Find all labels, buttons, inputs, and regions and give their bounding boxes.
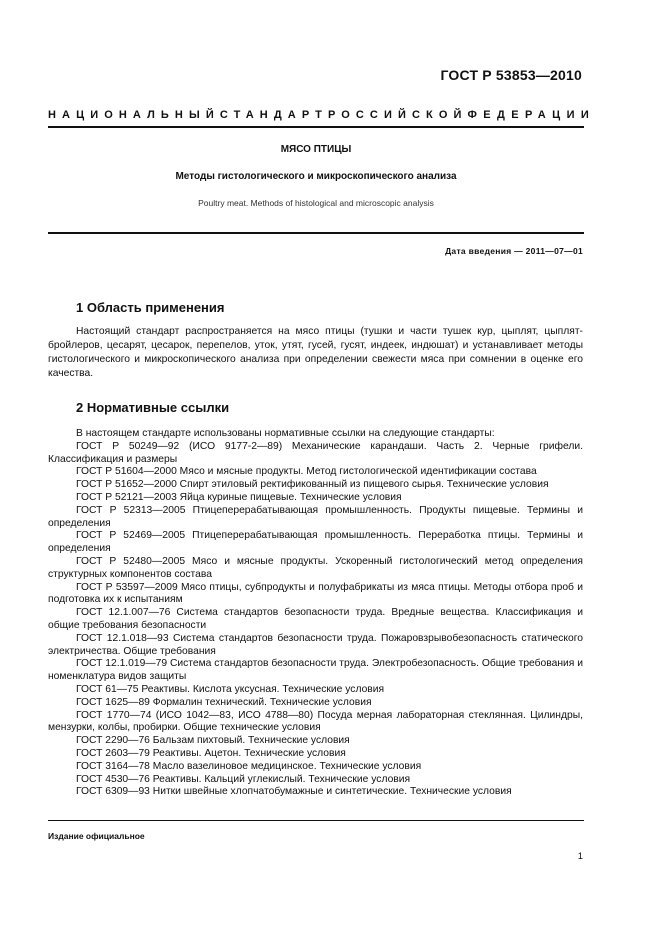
header-rule-top <box>48 126 584 128</box>
page-number: 1 <box>577 851 583 862</box>
document-subtitle: Методы гистологического и микроскопического анализа <box>175 171 457 182</box>
national-standard-banner <box>48 109 596 121</box>
banner-word: РОССИЙСКОЙ <box>327 109 468 121</box>
list-item: ГОСТ 6309—93 Нитки швейные хлопчатобумажные и синтетические. Технические условия <box>76 786 512 798</box>
document-title: МЯСО ПТИЦЫ <box>280 144 352 155</box>
list-item: ГОСТ Р 51604—2000 Мясо и мясные продукты. Метод гистологической идентификации состава <box>76 466 537 478</box>
list-item: ГОСТ 12.1.019—79 Система стандартов безопасности труда. Электробезопасность. Общие требования и номенклатура видов защиты <box>48 658 583 683</box>
section-1-heading: 1 Область применения <box>76 300 225 315</box>
official-edition-label: Издание официальное <box>48 831 145 841</box>
english-title: Poultry meat. Methods of histological and microscopic analysis <box>198 198 434 208</box>
normative-references-list <box>48 428 583 799</box>
list-item: ГОСТ 4530—76 Реактивы. Кальций углекислый. Технические условия <box>76 773 411 785</box>
list-item: ГОСТ Р 52313—2005 Птицеперерабатывающая промышленность. Продукты пищевые. Термины и определения <box>48 504 583 529</box>
list-item: ГОСТ Р 53597—2009 Мясо птицы, субпродукты и полуфабрикаты из мяса птицы. Методы отбора проб и подготовка их к испытаниям <box>48 581 583 606</box>
list-item: ГОСТ 1770—74 (ИСО 1042—83, ИСО 4788—80) Посуда мерная лабораторная стеклянная. Цилиндры, мензурки, колбы, пробирки. Общие технические условия <box>48 709 583 734</box>
list-item: ГОСТ Р 51652—2000 Спирт этиловый ректификованный из пищевого сырья. Технические условия <box>76 479 549 491</box>
list-item: В настоящем стандарте использованы нормативные ссылки на следующие стандарты: <box>76 428 495 439</box>
list-item: ГОСТ 1625—89 Формалин технический. Технические условия <box>76 696 372 708</box>
list-item: ГОСТ Р 52480—2005 Мясо и мясные продукты. Ускоренный гистологический метод определения структурных компонентов состава <box>48 555 583 580</box>
banner-word: СТАНДАРТ <box>219 109 328 121</box>
list-item: ГОСТ 2603—79 Реактивы. Ацетон. Технические условия <box>76 747 346 759</box>
list-item: ГОСТ 61—75 Реактивы. Кислота уксусная. Технические условия <box>76 683 385 695</box>
list-item: ГОСТ Р 50249—92 (ИСО 9177-2—89) Механические карандаши. Часть 2. Черные грифели. Классификация и размеры <box>48 440 583 465</box>
document-number: ГОСТ Р 53853—2010 <box>440 67 582 83</box>
list-item: ГОСТ 12.1.007—76 Система стандартов безопасности труда. Вредные вещества. Классификация и общие требования безопасности <box>48 607 583 631</box>
section-2-heading: 2 Нормативные ссылки <box>76 400 230 415</box>
section-1-text: Настоящий стандарт распространяется на мясо птицы (тушки и части тушек кур, цыплят, цыплят-бройлеров, цесарят, цесарок, перепелов, уток, утят, гусей, гусят, индеек, индюшат) и устанавливает методы гистологического и микроскопического анализа при определении свежести мяса при сомнении в оценке его качества. <box>48 326 583 379</box>
list-item: ГОСТ 12.1.018—93 Система стандартов безопасности труда. Пожаровзрывобезопасность статического электричества. Общие требования <box>48 632 583 657</box>
list-item: ГОСТ 3164—78 Масло вазелиновое медицинское. Технические условия <box>76 760 422 772</box>
banner-word: ФЕДЕРАЦИИ <box>467 109 596 121</box>
header-rule-bottom <box>48 232 584 234</box>
list-item: ГОСТ 2290—76 Бальзам пихтовый. Технические условия <box>76 735 350 747</box>
banner-word: НАЦИОНАЛЬНЫЙ <box>48 109 220 121</box>
introduction-date: Дата введения — 2011—07—01 <box>445 246 583 256</box>
list-item: ГОСТ Р 52121—2003 Яйца куриные пищевые. Технические условия <box>76 491 402 503</box>
list-item: ГОСТ Р 52469—2005 Птицеперерабатывающая промышленность. Переработка птицы. Термины и определения <box>48 530 583 555</box>
footer-rule <box>48 820 584 821</box>
